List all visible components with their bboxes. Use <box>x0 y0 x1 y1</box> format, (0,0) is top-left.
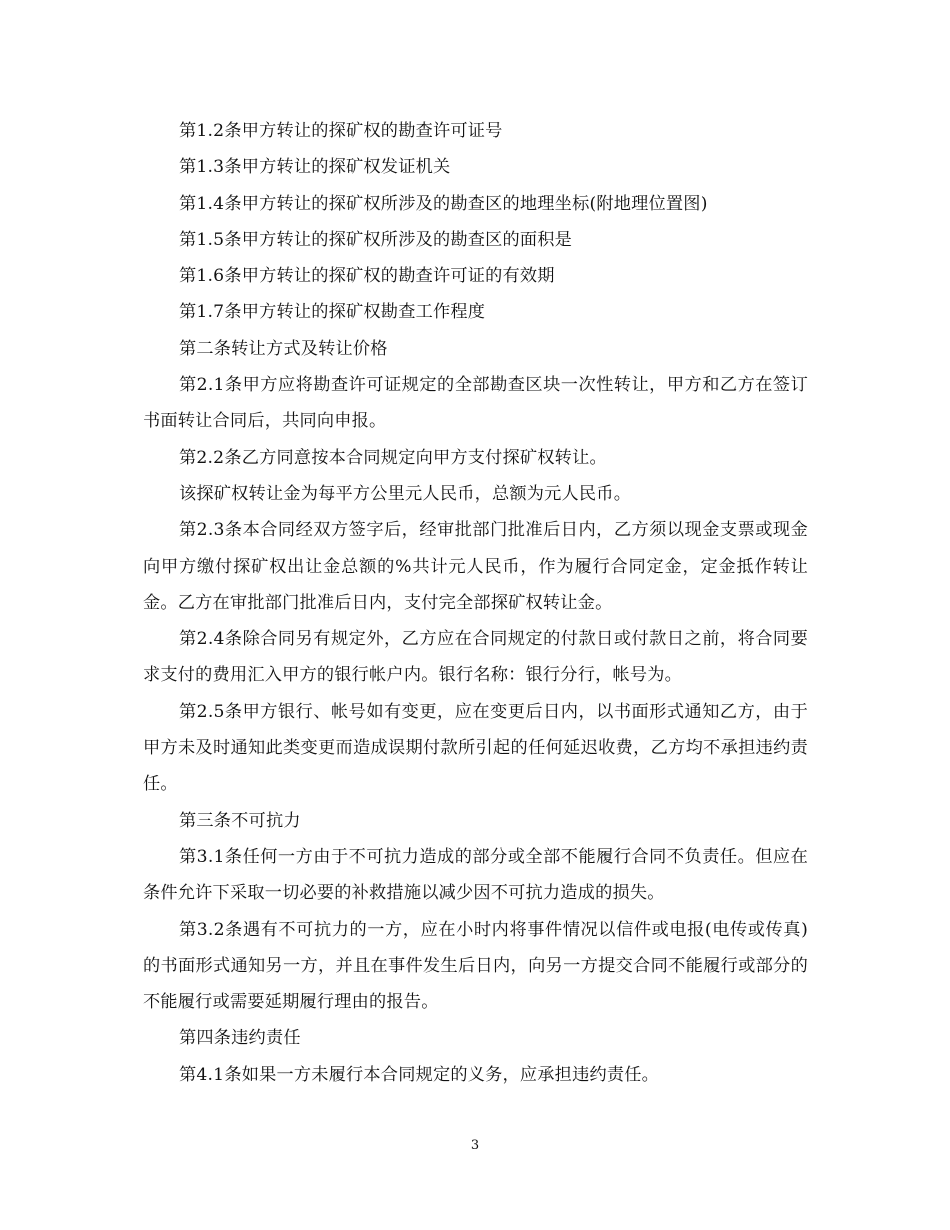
paragraph-1-7: 第1.7条甲方转让的探矿权勘查工作程度 <box>179 302 486 323</box>
paragraph-3-2: 第3.2条遇有不可抗力的一方，应在小时内将事件情况以信件或电报(电传或传真)的书面形式通知另一方，并且在事件发生后日内，向另一方提交合同不能履行或部分的不能履行或需要延期履行理由的报告。 <box>143 919 808 1013</box>
paragraph-3-1: 第3.1条任何一方由于不可抗力造成的部分或全部不能履行合同不负责任。但应在条件允许下采取一切必要的补救措施以减少因不可抗力造成的损失。 <box>143 846 808 904</box>
section-heading-3: 第三条不可抗力 <box>179 810 301 831</box>
paragraph-1-2: 第1.2条甲方转让的探矿权的勘查许可证号 <box>179 121 503 141</box>
paragraph-1-5: 第1.5条甲方转让的探矿权所涉及的勘查区的面积是 <box>179 229 573 250</box>
paragraph-1-4: 第1.4条甲方转让的探矿权所涉及的勘查区的地理坐标(附地理位置图) <box>179 193 708 214</box>
paragraph-2-1: 第2.1条甲方应将勘查许可证规定的全部勘查区块一次性转让，甲方和乙方在签订书面转让合同后，共同向申报。 <box>143 375 808 432</box>
paragraph-2-2: 第2.2条乙方同意按本合同规定向甲方支付探矿权转让。 <box>179 447 607 468</box>
section-heading-4: 第四条违约责任 <box>179 1028 301 1049</box>
section-heading-2: 第二条转让方式及转让价格 <box>179 338 388 359</box>
contract-body <box>143 113 808 1093</box>
paragraph-4-1: 第4.1条如果一方未履行本合同规定的义务，应承担违约责任。 <box>179 1064 660 1085</box>
paragraph-2-5: 第2.5条甲方银行、帐号如有变更，应在变更后日内，以书面形式通知乙方，由于甲方未及时通知此类变更而造成误期付款所引起的任何延迟收费，乙方均不承担违约责任。 <box>143 701 808 795</box>
page-number: 3 <box>470 1138 480 1153</box>
paragraph-2-2-amount: 该探矿权转让金为每平方公里元人民币，总额为元人民币。 <box>179 483 632 504</box>
paragraph-2-3: 第2.3条本合同经双方签字后，经审批部门批准后日内，乙方须以现金支票或现金向甲方缴付探矿权出让金总额的%共计元人民币，作为履行合同定金，定金抵作转让金。乙方在审批部门批准后日内，支付完全部探矿权转让金。 <box>143 520 808 613</box>
paragraph-2-4: 第2.4条除合同另有规定外，乙方应在合同规定的付款日或付款日之前，将合同要求支付的费用汇入甲方的银行帐户内。银行名称：银行分行，帐号为。 <box>143 629 808 686</box>
paragraph-1-6: 第1.6条甲方转让的探矿权的勘查许可证的有效期 <box>179 266 555 287</box>
paragraph-1-3: 第1.3条甲方转让的探矿权发证机关 <box>179 157 451 178</box>
